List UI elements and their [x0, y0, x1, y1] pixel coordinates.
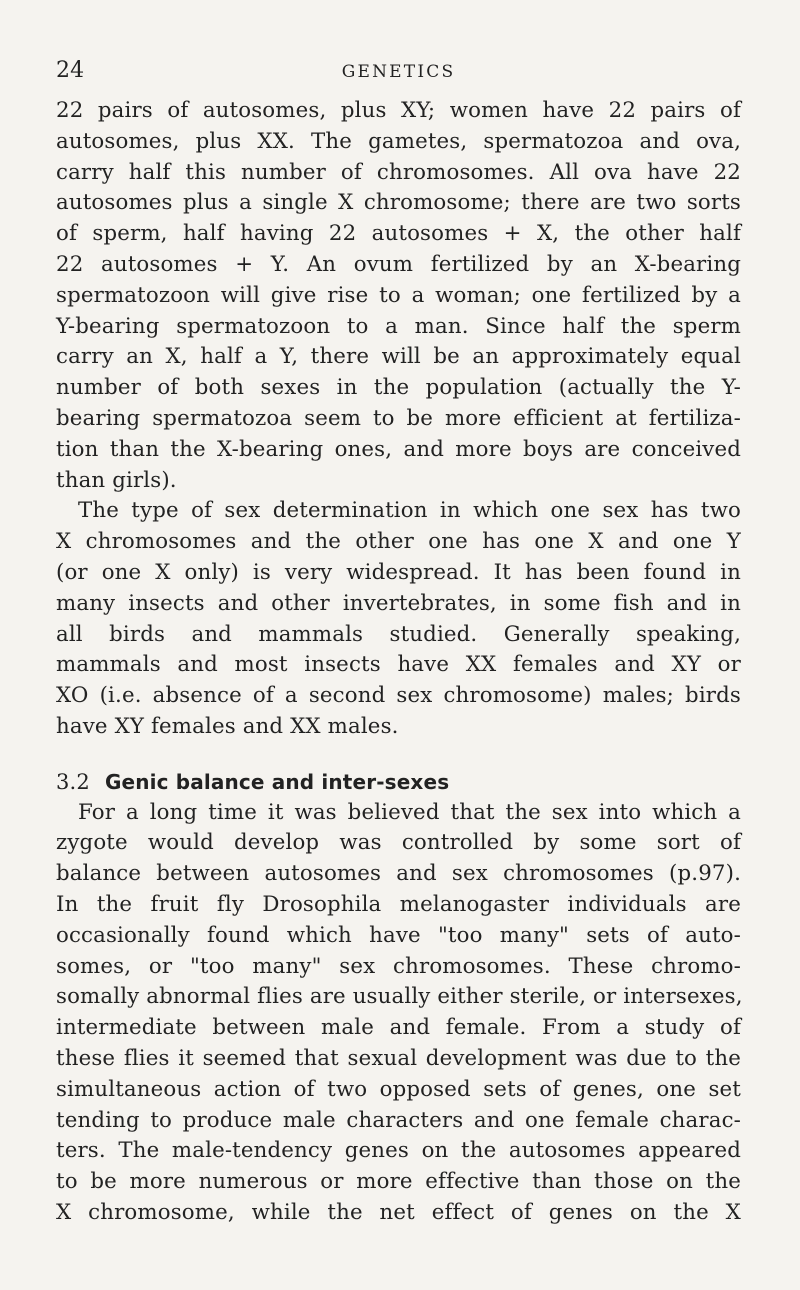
section-title: Genic balance and inter-sexes — [104, 769, 450, 794]
text-line: carry half this number of chromosomes. All ova have 22 — [56, 159, 741, 185]
text-line: X chromosome, while the net effect of genes on the X — [56, 1199, 741, 1225]
text-line: For a long time it was believed that the sex into which a — [78, 799, 741, 825]
text-line: 22 autosomes + Y. An ovum fertilized by an X-bearing — [56, 251, 741, 277]
text-line: somes, or "too many" sex chromosomes. These chromo- — [56, 953, 741, 979]
text-line: ters. The male-tendency genes on the autosomes appeared — [56, 1138, 741, 1164]
text-line: 22 pairs of autosomes, plus XY; women have 22 pairs of — [56, 98, 741, 123]
text-line: occasionally found which have "too many" sets of auto- — [56, 922, 741, 948]
text-line: somally abnormal flies are usually either sterile, or intersexes, — [56, 984, 743, 1010]
text-line: all birds and mammals studied. Generally speaking, — [56, 621, 741, 647]
text-line: these flies it seemed that sexual development was due to the — [56, 1045, 741, 1071]
text-line: autosomes, plus XX. The gametes, spermatozoa and ova, — [56, 128, 741, 154]
text-line: In the fruit fly Drosophila melanogaster individuals are — [56, 891, 741, 917]
text-line: mammals and most insects have XX females and XY or — [56, 652, 741, 678]
document-page — [56, 56, 741, 1229]
text-line: X chromosomes and the other one has one X and one Y — [56, 529, 741, 555]
text-line: than girls). — [56, 467, 177, 493]
text-line: balance between autosomes and sex chromosomes (p.97). — [56, 861, 741, 887]
text-line: spermatozoon will give rise to a woman; one fertilized by a — [56, 282, 741, 308]
text-line: many insects and other invertebrates, in some fish and in — [56, 590, 741, 616]
text-line: tion than the X-bearing ones, and more boys are conceived — [56, 436, 741, 462]
text-line: XO (i.e. absence of a second sex chromosome) males; birds — [56, 683, 741, 709]
text-line: simultaneous action of two opposed sets of genes, one set — [56, 1076, 741, 1102]
page-header — [56, 56, 741, 88]
section-heading — [56, 767, 741, 798]
text-line: The type of sex determination in which one sex has two — [78, 498, 741, 524]
text-line: carry an X, half a Y, there will be an approximately equal — [56, 344, 741, 370]
text-line: (or one X only) is very widespread. It has been found in — [56, 559, 741, 585]
text-line: bearing spermatozoa seem to be more efficient at fertiliza- — [56, 405, 741, 431]
paragraph-1 — [56, 96, 741, 496]
text-line: to be more numerous or more effective than those on the — [56, 1169, 741, 1195]
text-line: autosomes plus a single X chromosome; there are two sorts — [56, 190, 741, 216]
text-line: intermediate between male and female. From a study of — [56, 1015, 741, 1041]
paragraph-3 — [56, 798, 741, 1229]
text-line: have XY females and XX males. — [56, 713, 399, 739]
running-head: GENETICS — [341, 62, 456, 82]
text-line: zygote would develop was controlled by some sort of — [56, 830, 741, 856]
paragraph-2 — [56, 496, 741, 742]
text-line: number of both sexes in the population (actually the Y- — [56, 375, 741, 401]
page-number: 24 — [56, 58, 85, 83]
text-line: tending to produce male characters and one female charac- — [56, 1107, 741, 1133]
section-gap — [56, 743, 741, 767]
section-number: 3.2 — [56, 769, 90, 794]
text-line: Y-bearing spermatozoon to a man. Since half the sperm — [56, 313, 741, 339]
text-line: of sperm, half having 22 autosomes + X, the other half — [56, 221, 741, 247]
